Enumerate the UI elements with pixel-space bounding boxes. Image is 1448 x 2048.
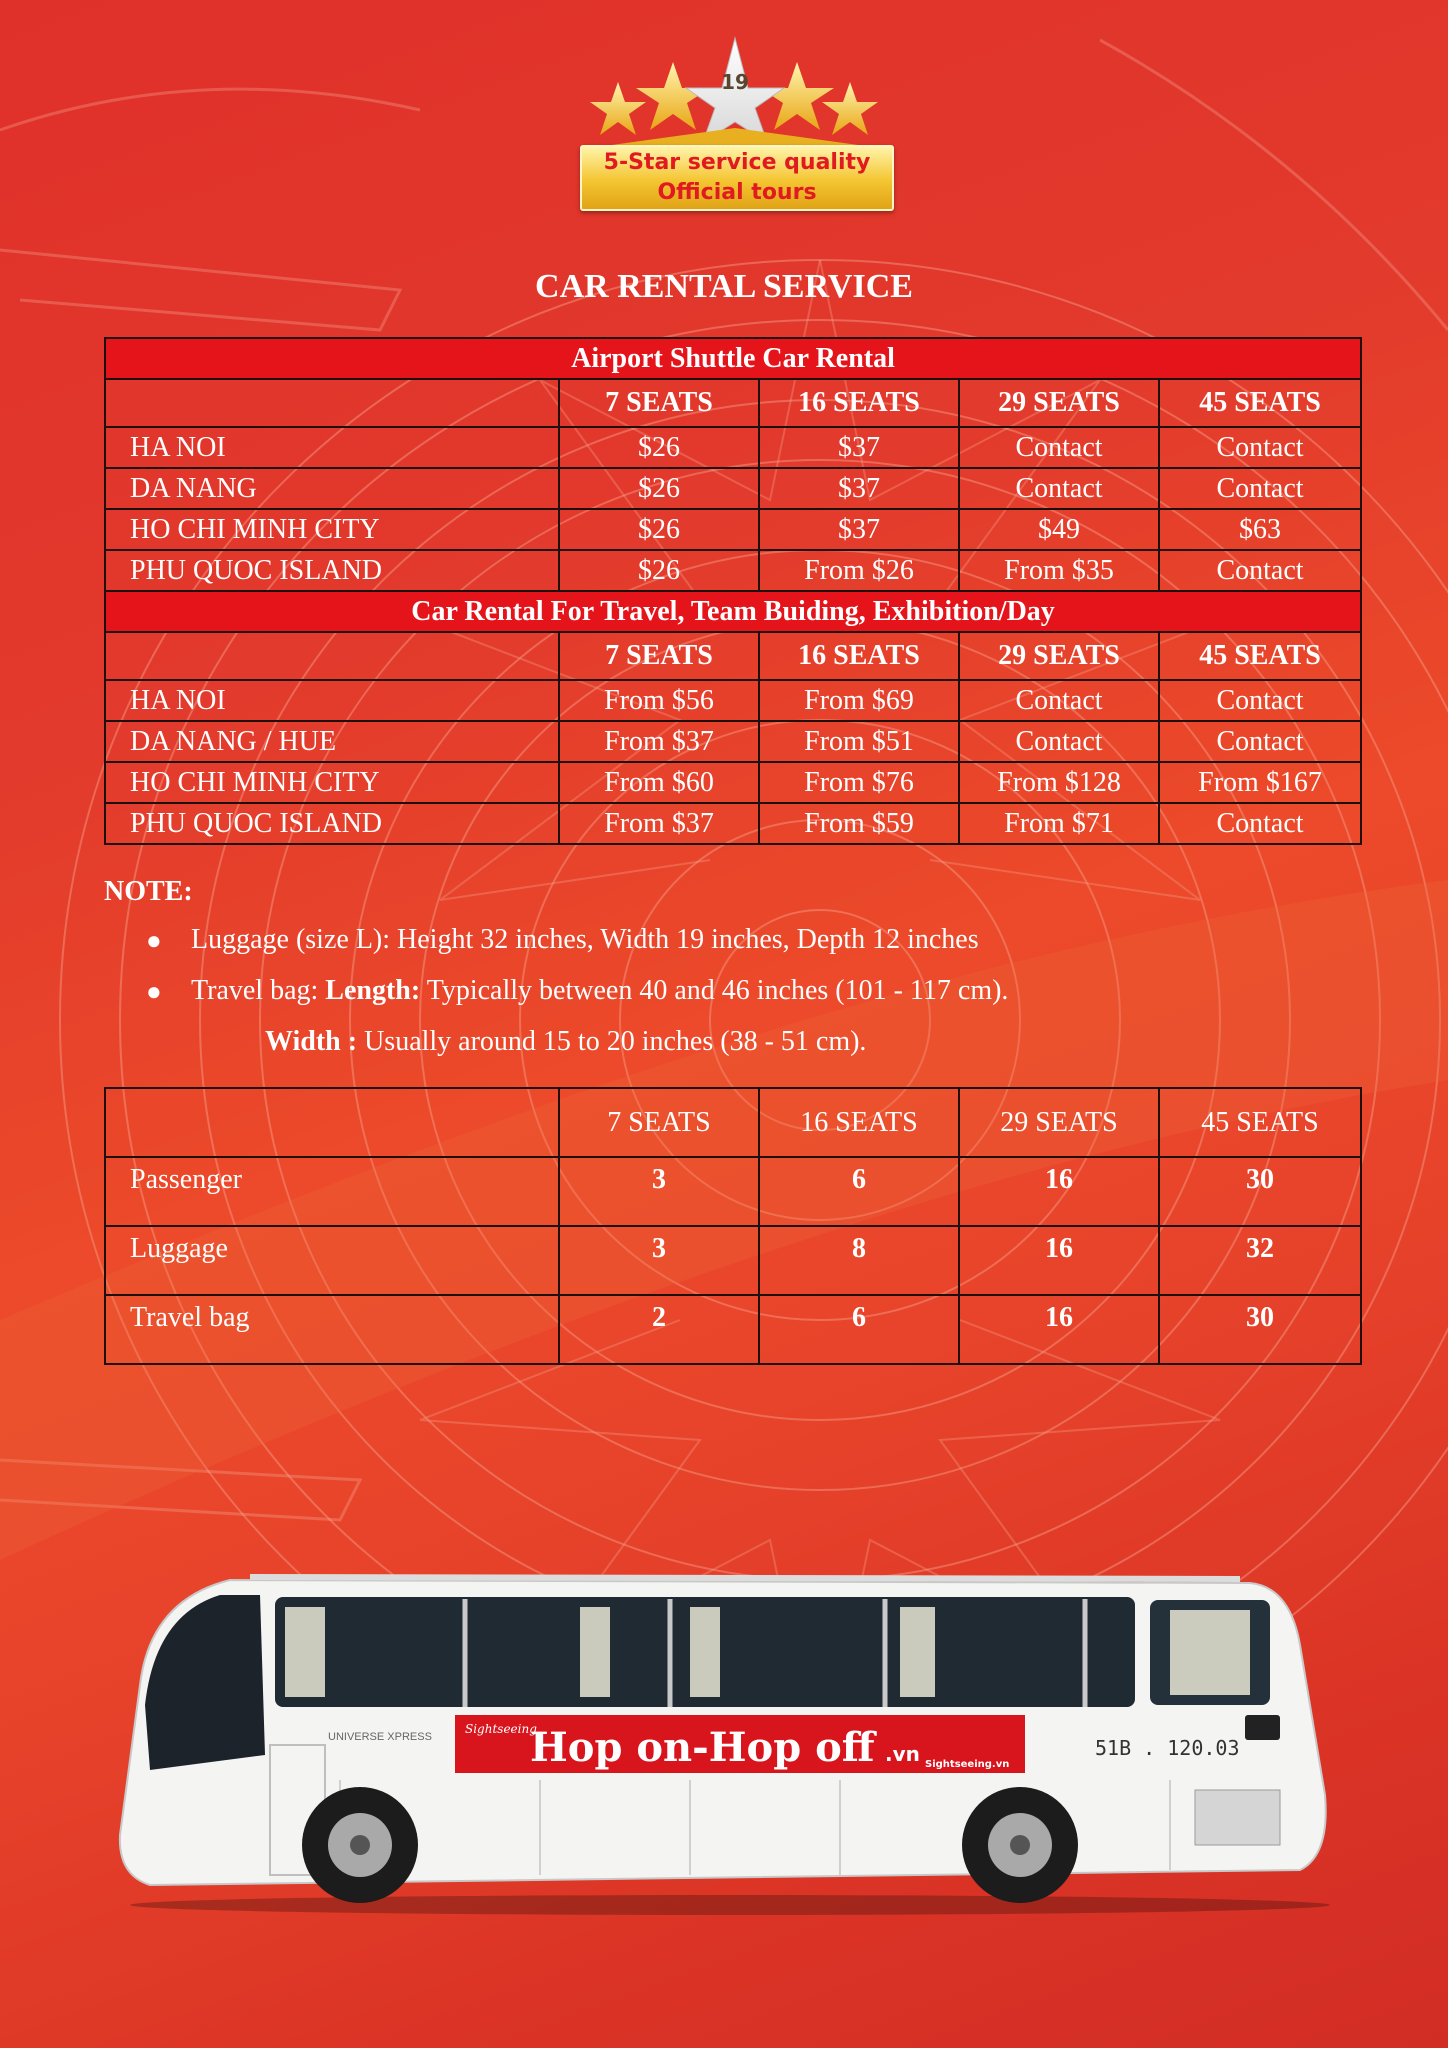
table-row [105, 1157, 1361, 1226]
city-cell: HA NOI [105, 427, 559, 468]
travel-bag-prefix: Travel bag: [191, 975, 326, 1006]
length-label: Length: [325, 975, 421, 1006]
length-text: Typically between 40 and 46 inches (101 - 117 cm). [420, 975, 1009, 1006]
price-cell: Contact [1159, 468, 1361, 509]
price-cell: $26 [559, 427, 759, 468]
price-cell: From $60 [559, 762, 759, 803]
table-row [105, 680, 1361, 721]
width-label: Width : [265, 1026, 358, 1057]
banner-text: Hop on-Hop off [530, 1724, 875, 1771]
price-cell: $26 [559, 550, 759, 591]
price-cell: Contact [1159, 550, 1361, 591]
price-cell: Contact [1159, 427, 1361, 468]
price-cell: Contact [959, 721, 1159, 762]
table-row [105, 1226, 1361, 1295]
table-row [105, 468, 1361, 509]
price-cell: From $35 [959, 550, 1159, 591]
price-cell: From $26 [759, 550, 959, 591]
capacity-cell: 16 [959, 1295, 1159, 1364]
header-empty [105, 379, 559, 427]
bullet-icon: ● [146, 977, 162, 1006]
table-header-row [105, 632, 1361, 680]
stars-icon [560, 30, 910, 160]
badge-label [580, 145, 894, 211]
price-cell: From $128 [959, 762, 1159, 803]
note-label: NOTE: [104, 876, 193, 907]
price-cell: From $56 [559, 680, 759, 721]
table-row [105, 803, 1361, 844]
column-header: 29 SEATS [959, 379, 1159, 427]
price-cell: From $71 [959, 803, 1159, 844]
table-row [105, 1295, 1361, 1364]
row-label: Passenger [105, 1157, 559, 1226]
price-cell: $37 [759, 468, 959, 509]
page-number: 19 [721, 70, 749, 94]
price-cell: $26 [559, 509, 759, 550]
five-star-badge [560, 30, 910, 220]
city-cell: HA NOI [105, 680, 559, 721]
capacity-cell: 8 [759, 1226, 959, 1295]
price-cell: Contact [1159, 721, 1361, 762]
column-header: 45 SEATS [1159, 1088, 1361, 1157]
column-header: 45 SEATS [1159, 379, 1361, 427]
price-cell: Contact [1159, 803, 1361, 844]
bus-image [110, 1555, 1340, 1915]
city-cell: HO CHI MINH CITY [105, 509, 559, 550]
price-cell: Contact [959, 680, 1159, 721]
table-header-row [105, 379, 1361, 427]
section-header-airport [105, 338, 1361, 379]
rental-price-table [104, 337, 1362, 845]
column-header: 29 SEATS [959, 1088, 1159, 1157]
city-cell: PHU QUOC ISLAND [105, 803, 559, 844]
section-title: Airport Shuttle Car Rental [105, 338, 1361, 379]
table-row [105, 762, 1361, 803]
city-cell: HO CHI MINH CITY [105, 762, 559, 803]
capacity-cell: 30 [1159, 1295, 1361, 1364]
bullet-icon: ● [146, 926, 162, 955]
width-note [265, 1026, 866, 1058]
price-cell: From $37 [559, 721, 759, 762]
section-title: Car Rental For Travel, Team Buiding, Exhibition/Day [105, 591, 1361, 632]
capacity-cell: 2 [559, 1295, 759, 1364]
capacity-cell: 6 [759, 1295, 959, 1364]
column-header: 7 SEATS [559, 632, 759, 680]
width-text: Usually around 15 to 20 inches (38 - 51 cm). [357, 1026, 867, 1057]
capacity-cell: 3 [559, 1226, 759, 1295]
section-header-travel [105, 591, 1361, 632]
table-header-row [105, 1088, 1361, 1157]
price-cell: From $37 [559, 803, 759, 844]
column-header: 29 SEATS [959, 632, 1159, 680]
column-header: 16 SEATS [759, 379, 959, 427]
city-cell: DA NANG [105, 468, 559, 509]
page-title: CAR RENTAL SERVICE [535, 268, 913, 305]
capacity-cell: 6 [759, 1157, 959, 1226]
capacity-cell: 16 [959, 1226, 1159, 1295]
price-cell: From $59 [759, 803, 959, 844]
capacity-cell: 32 [1159, 1226, 1361, 1295]
header-empty [105, 1088, 559, 1157]
table-row [105, 509, 1361, 550]
price-cell: $37 [759, 509, 959, 550]
price-cell: Contact [959, 468, 1159, 509]
table-row [105, 721, 1361, 762]
row-label: Luggage [105, 1226, 559, 1295]
price-cell: From $167 [1159, 762, 1361, 803]
price-cell: Contact [1159, 680, 1361, 721]
price-cell: From $51 [759, 721, 959, 762]
bus-plate: 51B . 120.03 [1095, 1736, 1240, 1760]
luggage-note: Luggage (size L): Height 32 inches, Width 19 inches, Depth 12 inches [191, 924, 979, 955]
column-header: 16 SEATS [759, 1088, 959, 1157]
column-header: 45 SEATS [1159, 632, 1361, 680]
price-cell: $49 [959, 509, 1159, 550]
table-row [105, 550, 1361, 591]
column-header: 7 SEATS [559, 1088, 759, 1157]
column-header: 7 SEATS [559, 379, 759, 427]
banner-domain: .vn [885, 1742, 920, 1766]
city-cell: PHU QUOC ISLAND [105, 550, 559, 591]
price-cell: Contact [959, 427, 1159, 468]
travel-bag-note [191, 975, 1008, 1007]
banner-site: Sightseeing.vn [925, 1759, 1010, 1770]
price-cell: $26 [559, 468, 759, 509]
header-empty [105, 632, 559, 680]
price-cell: From $69 [759, 680, 959, 721]
badge-line-1: 5-Star service quality [603, 150, 871, 175]
price-cell: From $76 [759, 762, 959, 803]
capacity-cell: 30 [1159, 1157, 1361, 1226]
bus-brand: UNIVERSE XPRESS [328, 1731, 432, 1743]
price-cell: $63 [1159, 509, 1361, 550]
capacity-table [104, 1087, 1362, 1365]
banner-small-text: Sightseeing [465, 1722, 537, 1736]
column-header: 16 SEATS [759, 632, 959, 680]
capacity-cell: 16 [959, 1157, 1159, 1226]
row-label: Travel bag [105, 1295, 559, 1364]
city-cell: DA NANG / HUE [105, 721, 559, 762]
badge-line-2: Official tours [657, 180, 817, 205]
price-cell: $37 [759, 427, 959, 468]
capacity-cell: 3 [559, 1157, 759, 1226]
table-row [105, 427, 1361, 468]
